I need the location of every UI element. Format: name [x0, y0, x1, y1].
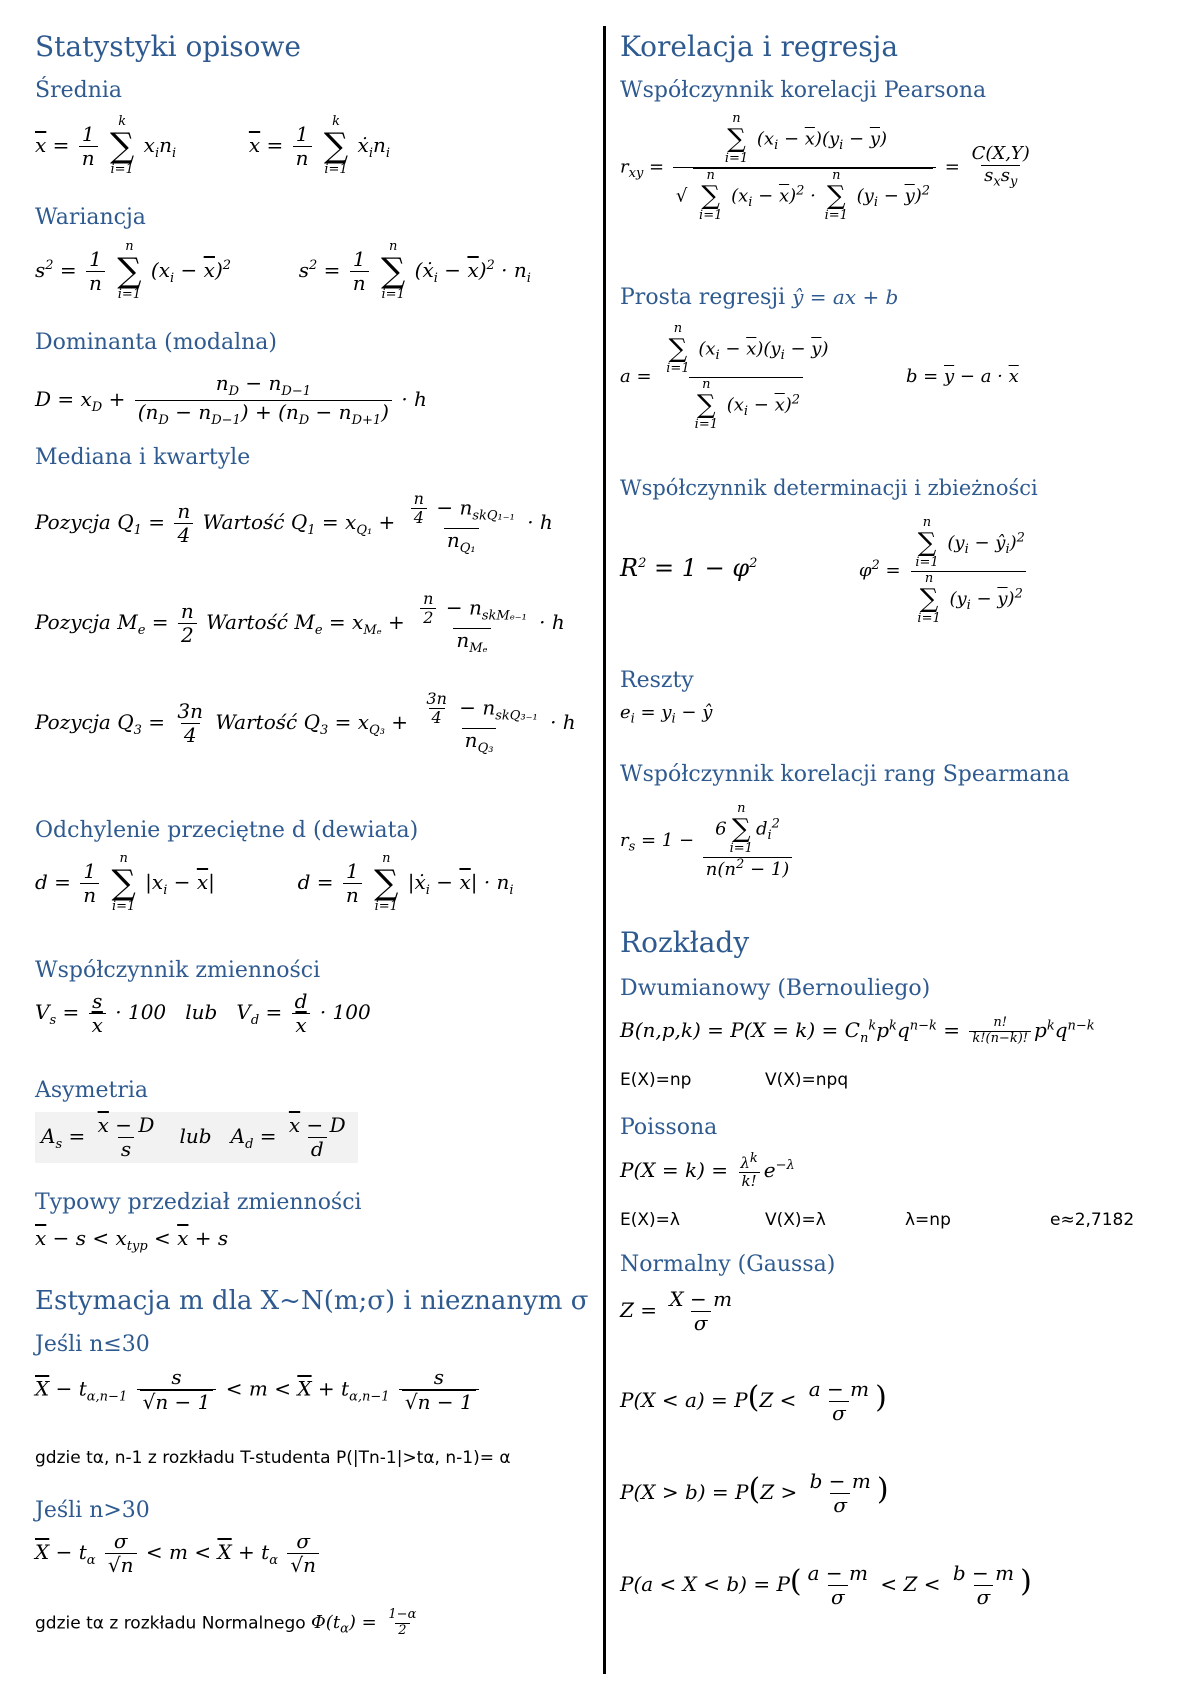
heading-determinacja: Współczynnik determinacji i zbieżności	[620, 476, 1038, 500]
heading-regresja: Prosta regresji ŷ = ax + b	[620, 285, 899, 310]
heading-mediana: Mediana i kwartyle	[35, 445, 251, 470]
heading-asymetria: Asymetria	[35, 1078, 148, 1103]
heading-spearman: Współczynnik korelacji rang Spearmana	[620, 762, 1070, 787]
heading-srednia: Średnia	[35, 78, 123, 103]
heading-normalny: Normalny (Gaussa)	[620, 1252, 836, 1277]
formula-estymacja-2: $\overline{X} - t_\alpha$ $\frac{\sigma}{√n}$ < $m < \overline{X} + t_\alpha$ $\frac{\sigma}{√n}$	[35, 1530, 322, 1577]
note-normalny: gdzie tα z rozkładu Normalnego $\Phi(t_\alpha)$ = $\frac{1-\alpha}{2}$	[35, 1607, 417, 1638]
formula-przedzial: $\overline{x} - s < x_{typ} < \overline{x} + s$	[35, 1226, 229, 1254]
poisson-lambda: λ=np	[905, 1210, 951, 1230]
formula-q1: Pozycja $Q_1$ = $\frac{n}{4}$ Wartość $Q_1 = x_{Q_1}$ + $\frac{n}{4}$ − $n_{skQ_{1-1}}$ $n_{Q_1}$ · h	[35, 489, 553, 556]
formula-spearman: $r_s = 1$ − 6 n ∑ i=1 $d_i^2$ $n(n^2 - 1)$	[620, 802, 795, 880]
heading-case2: Jeśli n>30	[35, 1498, 150, 1523]
formula-q3: Pozycja $Q_3$ = $\frac{3n}{4}$ Wartość $Q_3 = x_{Q_3}$ + $\frac{3n}{4}$ − $n_{skQ_{3-1}}$ $n_{Q_3}$ · h	[35, 689, 576, 756]
formula-wariancja: $s^2$ = $\frac{1}{n}$ n ∑ i=1 $(x_i - \overline{x})^2$ $s^2$ = $\frac{1}{n}$ n ∑ i=1 (ẋ$_i$ − $\overline{x})^2 \cdot n_i$	[35, 239, 531, 303]
binom-expected: E(X)=np	[620, 1070, 692, 1090]
formula-asymetria: $A_s$ = $\frac{\overline{x} - D}{s}$ lub $A_d$ = $\frac{\overline{x} - D}{d}$	[35, 1112, 358, 1163]
section-title-korelacja: Korelacja i regresja	[620, 30, 899, 63]
formula-poisson: P(X = k) = $\frac{\lambda^k}{k!}$ $e^{-\lambda}$	[620, 1151, 795, 1191]
section-title-rozklady: Rozkłady	[620, 926, 750, 959]
heading-reszty: Reszty	[620, 668, 694, 693]
heading-regresja-text: Prosta regresji	[620, 285, 786, 310]
label-wartosc-q3: Wartość	[215, 709, 298, 734]
label-pozycja-q1: Pozycja	[35, 509, 111, 534]
formula-p-between: P(a < X < b) = P( $\frac{a - m}{\sigma}$ < Z < $\frac{b - m}{\sigma}$ )	[620, 1561, 1032, 1609]
heading-pearson: Współczynnik korelacji Pearsona	[620, 78, 987, 103]
section-title-statystyki: Statystyki opisowe	[35, 30, 301, 63]
heading-poisson: Poissona	[620, 1115, 718, 1140]
section-title-estymacja: Estymacja m dla X~N(m;σ) i nieznanym σ	[35, 1286, 589, 1316]
poisson-expected: E(X)=λ	[620, 1210, 680, 1230]
label-pozycja-me: Pozycja	[35, 609, 111, 634]
formula-me: Pozycja $M_e$ = $\frac{n}{2}$ Wartość $M_e = x_{M_e}$ + $\frac{n}{2}$ − $n_{skM_{e-1}}$ $n_{M_e}$ · h	[35, 589, 565, 656]
label-wartosc-me: Wartość	[206, 609, 288, 634]
label-lub-zmiennosc: lub	[185, 1000, 218, 1024]
heading-przedzial: Typowy przedział zmienności	[35, 1190, 362, 1215]
formula-dominanta: $D = x_D$ + $\frac{n_D - n_{D-1}}{(n_D - n_{D-1}) + (n_D - n_{D+1})}$ · h	[35, 371, 427, 428]
poisson-variance: V(X)=λ	[765, 1210, 826, 1230]
formula-zmiennosc: $V_s$ = $\frac{s}{x}$ · 100 lub $V_d$ = $\frac{d}{x}$ · 100	[35, 989, 371, 1037]
formula-estymacja-1: $\overline{X} - t_{\alpha,n-1}$ $\frac{s}{√n - 1}$ < $m < \overline{X} + t_{\alpha,n-1}$ $\frac{s}{√n - 1}$	[35, 1366, 482, 1414]
column-divider	[603, 26, 606, 1674]
label-pozycja-q3: Pozycja	[35, 709, 111, 734]
note-normalny-text: gdzie tα z rozkładu Normalnego	[35, 1613, 306, 1634]
note-tstudent: gdzie tα, n-1 z rozkładu T-studenta P(|Tn-1|>tα, n-1)= α	[35, 1448, 511, 1468]
formula-p-less: P(X < a) = P(Z < $\frac{a - m}{\sigma}$ )	[620, 1377, 887, 1425]
formula-regresja: a = n ∑ i=1 $(x_i - \overline{x})(y_i - \overline{y})$ n ∑ i=1 $(x_i - \overline{x})^2$ $b = \overline{y} - a \cdot \overline{x}$	[620, 321, 1019, 432]
label-lub-asymetria: lub	[179, 1124, 212, 1148]
formula-p-greater: P(X > b) = P(Z > $\frac{b - m}{\sigma}$ )	[620, 1469, 889, 1517]
formula-srednia: $\overline{x}$ = $\frac{1}{n}$ k ∑ i=1 $x_in_i$ $\overline{x}$ = $\frac{1}{n}$ k ∑ i=1 $ẋ_in_i$	[35, 114, 391, 178]
heading-zmiennosc: Współczynnik zmienności	[35, 958, 321, 983]
heading-odchylenie: Odchylenie przeciętne d (dewiata)	[35, 818, 419, 843]
formula-z: Z = $\frac{X - m}{\sigma}$	[620, 1287, 733, 1335]
heading-case1: Jeśli n≤30	[35, 1332, 150, 1357]
heading-wariancja: Wariancja	[35, 205, 146, 230]
poisson-e: e≈2,7182	[1050, 1210, 1135, 1230]
heading-dominanta: Dominanta (modalna)	[35, 330, 277, 355]
formula-reszty: $e_i = y_i$ − ŷ	[620, 702, 713, 727]
formula-pearson: $r_{xy}$ = n ∑ i=1 $(x_i - \overline{x})(y_i - \overline{y})$ √ n ∑ i=1 $(x_i - \overline{x})^2$ · n ∑ i=1 $(y_i - \overline{y})^2$ = $\frac{C(X,Y)}{s_xs_y}$	[620, 111, 1030, 223]
binom-variance: V(X)=npq	[765, 1070, 849, 1090]
formula-odchylenie: d = $\frac{1}{n}$ n ∑ i=1 $|x_i - \overline{x}|$ d = $\frac{1}{n}$ n ∑ i=1 |ẋ$_i$ − $\overline{x}| \cdot n_i$	[35, 851, 514, 915]
label-wartosc-q1: Wartość	[202, 509, 285, 534]
formula-determinacja: $R^2 = 1 - \varphi^2$ $\varphi^2$ = n ∑ i=1 ($y_i$ − $ŷ_i)^2$ n ∑ i=1 $(y_i - \overline{y})^2$	[620, 515, 1025, 626]
formula-dwumianowy: $B(n,p,k) = P(X = k) = C_n^kp^kq^{n-k}$ = $\frac{n!}{k!(n-k)!}$ $p^kq^{n-k}$	[620, 1015, 1095, 1046]
heading-dwumianowy: Dwumianowy (Bernouliego)	[620, 976, 931, 1001]
